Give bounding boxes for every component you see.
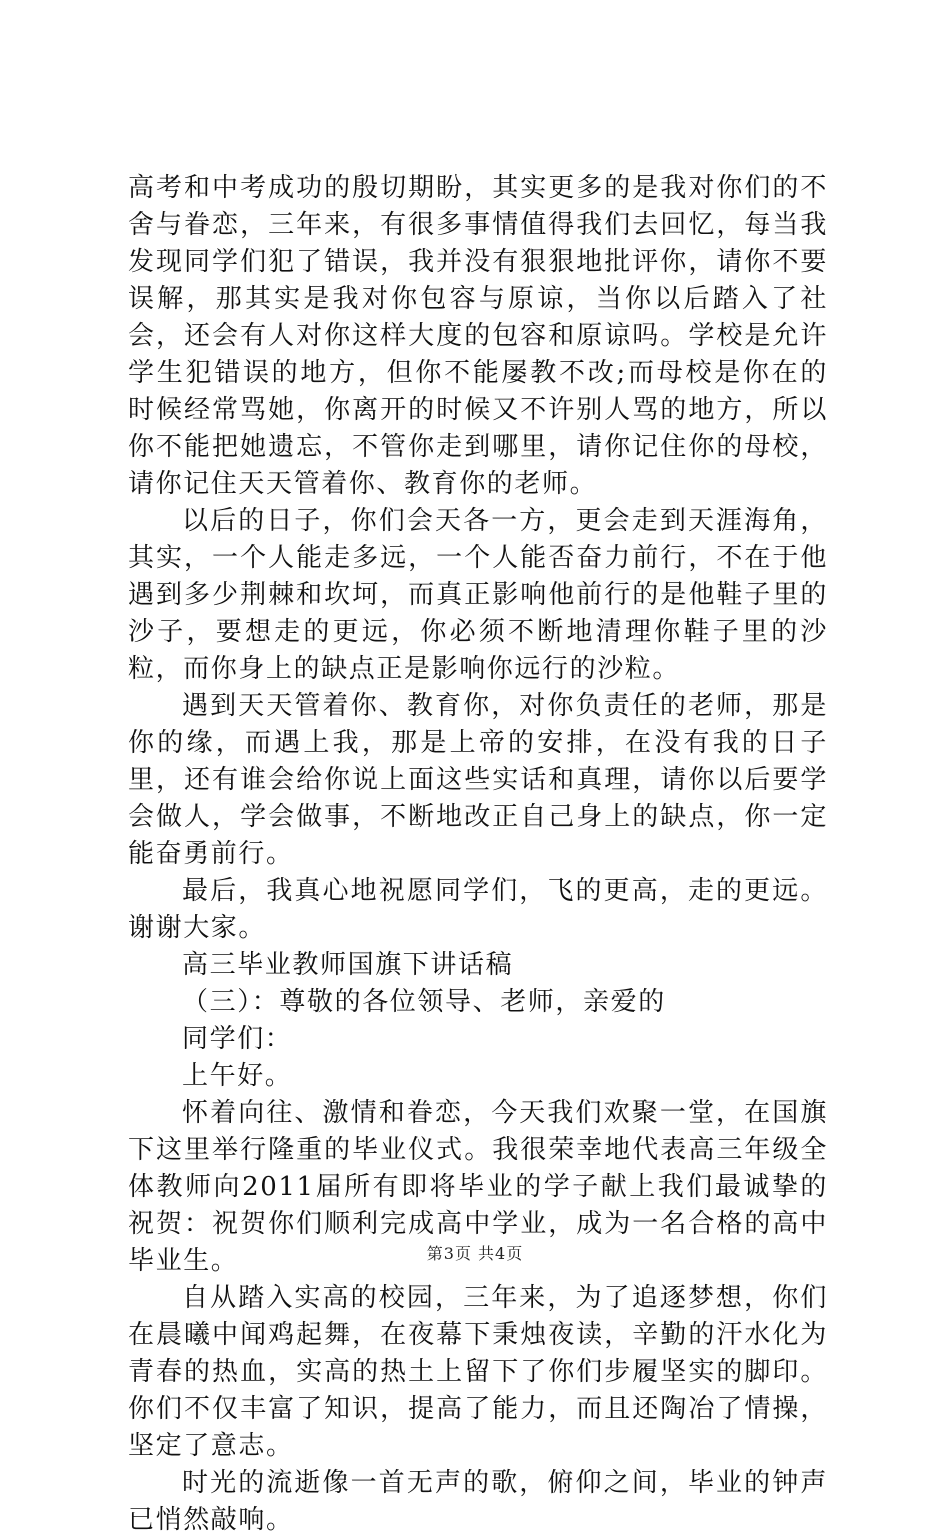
document-body [128,170,828,1539]
paragraph-4: 最后，我真心地祝愿同学们，飞的更高，走的更远。谢谢大家。 [128,876,828,943]
greeting: 上午好。 [182,1061,293,1091]
speech-title: 高三毕业教师国旗下讲话稿 [182,950,514,980]
paragraph-5: 怀着向往、激情和眷恋，今天我们欢聚一堂，在国旗下这里举行隆重的毕业仪式。我很荣幸地代表高三年级全体教师向2011届所有即将毕业的学子献上我们最诚挚的祝贺：祝贺你们顺利完成高中学业，成为一名合格的高中毕业生。 [128,1098,828,1276]
paragraph-1: 高考和中考成功的殷切期盼，其实更多的是我对你们的不舍与眷恋，三年来，有很多事情值得我们去回忆，每当我发现同学们犯了错误，我并没有狠狠地批评你，请你不要误解，那其实是我对你包容与原谅，当你以后踏入了社会，还会有人对你这样大度的包容和原谅吗。学校是允许学生犯错误的地方，但你不能屡教不改;而母校是你在的时候经常骂她，你离开的时候又不许别人骂的地方，所以你不能把她遗忘，不管你走到哪里，请你记住你的母校，请你记住天天管着你、教育你的老师。 [128,173,828,499]
paragraph-2: 以后的日子，你们会天各一方，更会走到天涯海角，其实，一个人能走多远，一个人能否奋力前行，不在于他遇到多少荆棘和坎坷，而真正影响他前行的是他鞋子里的沙子，要想走的更远，你必须不断地清理你鞋子里的沙粒，而你身上的缺点正是影响你远行的沙粒。 [128,506,828,684]
salutation-line-2: 同学们： [182,1024,293,1054]
page-number-footer: 第3页 共4页 [426,1244,524,1263]
salutation-line-1: （三）：尊敬的各位领导、老师，亲爱的 [182,987,666,1017]
paragraph-7: 时光的流逝像一首无声的歌，俯仰之间，毕业的钟声已悄然敲响。 [128,1468,828,1535]
paragraph-6: 自从踏入实高的校园，三年来，为了追逐梦想，你们在晨曦中闻鸡起舞，在夜幕下秉烛夜读，辛勤的汗水化为青春的热血，实高的热土上留下了你们步履坚实的脚印。你们不仅丰富了知识，提高了能力，而且还陶冶了情操，坚定了意志。 [128,1283,828,1461]
paragraph-3: 遇到天天管着你、教育你，对你负责任的老师，那是你的缘，而遇上我，那是上帝的安排，在没有我的日子里，还有谁会给你说上面这些实话和真理，请你以后要学会做人，学会做事，不断地改正自己身上的缺点，你一定能奋勇前行。 [128,691,828,869]
